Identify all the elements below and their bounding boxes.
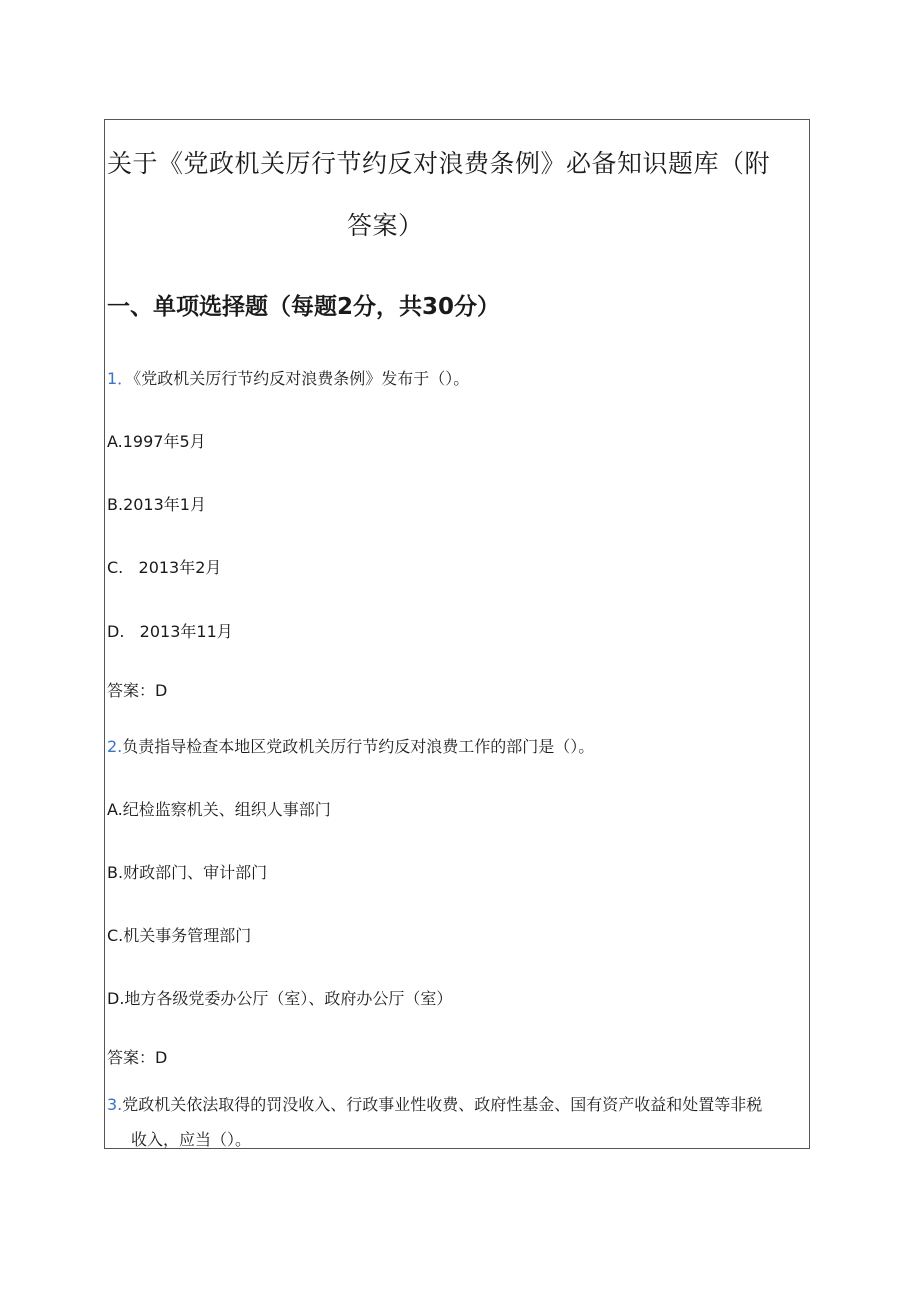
question-3-continuation: 收入，应当（）。 — [131, 1130, 252, 1149]
answer: 答案：D — [107, 1048, 168, 1067]
option-a: A.1997年5月 — [107, 432, 206, 451]
option-b: B.2013年1月 — [107, 495, 206, 514]
question-number: 2. — [107, 737, 123, 756]
document-title-line-1: 关于《党政机关厉行节约反对浪费条例》必备知识题库（附 — [107, 149, 771, 178]
question-number: 1． — [107, 369, 134, 388]
option-d: D. 2013年11月 — [107, 622, 233, 641]
document-title-line-2: 答案） — [347, 211, 424, 240]
question-1 — [107, 366, 469, 389]
section-heading: 一、单项选择题（每题2分，共30分） — [107, 294, 501, 320]
question-3 — [107, 1092, 762, 1115]
option-b: B.财政部门、审计部门 — [107, 863, 268, 882]
answer: 答案：D — [107, 681, 168, 700]
question-2 — [107, 734, 594, 757]
option-a: A.纪检监察机关、组织人事部门 — [107, 800, 331, 819]
option-c: C. 2013年2月 — [107, 558, 222, 577]
option-d: D.地方各级党委办公厅（室）、政府办公厅（室） — [107, 989, 453, 1008]
question-text: 《党政机关厉行节约反对浪费条例》发布于（）。 — [133, 369, 470, 388]
question-text: 负责指导检查本地区党政机关厉行节约反对浪费工作的部门是（）。 — [122, 737, 595, 756]
question-text: 党政机关依法取得的罚没收入、行政事业性收费、政府性基金、国有资产收益和处置等非税 — [122, 1095, 763, 1114]
option-c: C.机关事务管理部门 — [107, 926, 252, 945]
question-number: 3. — [107, 1095, 123, 1114]
